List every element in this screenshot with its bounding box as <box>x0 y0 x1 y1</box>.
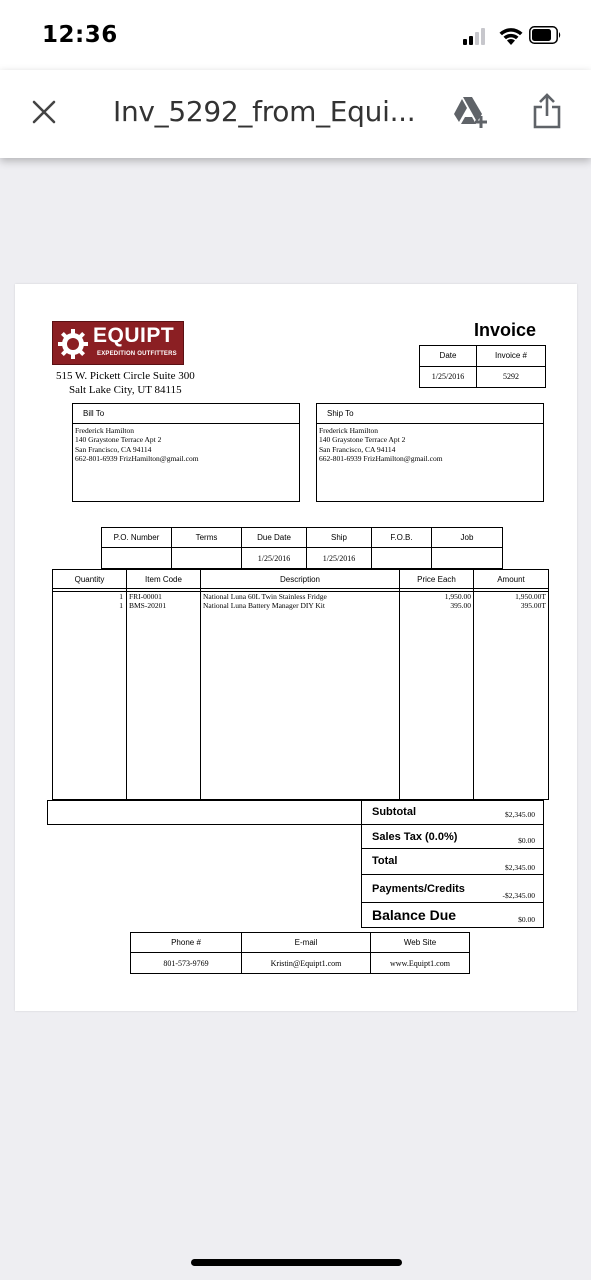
bill-to-line: 662-801-6939 FrizHamilton@gmail.com <box>75 454 199 463</box>
item-amount: 1,950.00T <box>515 592 546 601</box>
company-address-line-2: Salt Lake City, UT 84115 <box>69 384 182 396</box>
sales-tax-label: Sales Tax (0.0%) <box>372 831 458 843</box>
item-description: National Luna 60L Twin Stainless Fridge <box>203 592 327 601</box>
logo-tagline: EXPEDITION OUTFITTERS <box>97 351 177 357</box>
close-icon[interactable] <box>30 98 58 126</box>
ship-to-line: 662-801-6939 FrizHamilton@gmail.com <box>319 454 443 463</box>
ship-to-label: Ship To <box>327 409 354 418</box>
status-time: 12:36 <box>42 22 118 48</box>
item-qty: 1 <box>119 601 123 610</box>
item-price: 1,950.00 <box>444 592 471 601</box>
status-bar <box>0 0 591 70</box>
items-header-price: Price Each <box>417 575 456 584</box>
meta-invoice-label: Invoice # <box>494 351 528 360</box>
items-header-quantity: Quantity <box>74 575 105 584</box>
meta-date-label: Date <box>439 351 457 360</box>
company-address-line-1: 515 W. Pickett Circle Suite 300 <box>56 370 195 382</box>
total-value: $2,345.00 <box>505 863 535 872</box>
sales-tax-value: $0.00 <box>518 836 535 845</box>
items-header-description: Description <box>279 575 320 584</box>
item-code: FRI-00001 <box>129 592 162 601</box>
viewer-toolbar <box>0 70 591 158</box>
contact-web-label: Web Site <box>403 938 437 947</box>
ship-to-line: Frederick Hamilton <box>319 426 378 435</box>
contact-web: www.Equipt1.com <box>390 959 450 968</box>
invoice-page <box>15 284 577 1011</box>
ship-to-line: San Francisco, CA 94114 <box>319 445 396 454</box>
subtotal-value: $2,345.00 <box>505 810 535 819</box>
add-to-drive-icon[interactable] <box>452 95 490 129</box>
ship-to-line: 140 Graystone Terrace Apt 2 <box>319 435 406 444</box>
bill-to-label: Bill To <box>83 409 105 418</box>
gear-icon <box>57 328 89 360</box>
order-header: Due Date <box>257 533 291 542</box>
order-header: P.O. Number <box>113 533 160 542</box>
meta-invoice-value: 5292 <box>503 372 519 381</box>
order-header: Ship <box>330 533 347 542</box>
total-label: Total <box>372 855 398 867</box>
item-amount: 395.00T <box>520 601 546 610</box>
order-header: F.O.B. <box>390 533 413 542</box>
item-code: BMS-20201 <box>129 601 167 610</box>
share-icon[interactable] <box>531 92 563 130</box>
item-price: 395.00 <box>450 601 471 610</box>
items-header-amount: Amount <box>497 575 525 584</box>
items-header-item-code: Item Code <box>145 575 182 584</box>
order-header: Job <box>460 533 474 542</box>
cellular-signal-icon <box>463 27 493 45</box>
meta-date-value: 1/25/2016 <box>431 372 465 381</box>
item-description: National Luna Battery Manager DIY Kit <box>203 601 325 610</box>
order-value: 1/25/2016 <box>322 554 356 563</box>
order-header: Terms <box>195 533 218 542</box>
file-title: Inv_5292_from_Equi... <box>113 95 416 128</box>
balance-due-value: $0.00 <box>518 915 535 924</box>
logo-name: EQUIPT <box>93 324 175 347</box>
contact-phone: 801-573-9769 <box>163 959 209 968</box>
battery-icon <box>529 26 562 44</box>
item-qty: 1 <box>119 592 123 601</box>
contact-email: Kristin@Equipt1.com <box>270 959 342 968</box>
subtotal-label: Subtotal <box>372 806 416 818</box>
notes-box <box>47 800 362 825</box>
order-value: 1/25/2016 <box>257 554 291 563</box>
bill-to-line: 140 Graystone Terrace Apt 2 <box>75 435 162 444</box>
payments-label: Payments/Credits <box>372 883 465 895</box>
bill-to-line: San Francisco, CA 94114 <box>75 445 152 454</box>
bill-to-line: Frederick Hamilton <box>75 426 134 435</box>
wifi-icon <box>498 24 524 46</box>
invoice-heading: Invoice <box>474 320 537 340</box>
contact-email-label: E-mail <box>294 938 318 947</box>
company-logo <box>52 321 184 365</box>
payments-value: -$2,345.00 <box>502 891 535 900</box>
contact-phone-label: Phone # <box>171 938 201 947</box>
balance-due-label: Balance Due <box>372 907 457 923</box>
home-indicator[interactable] <box>191 1259 402 1266</box>
